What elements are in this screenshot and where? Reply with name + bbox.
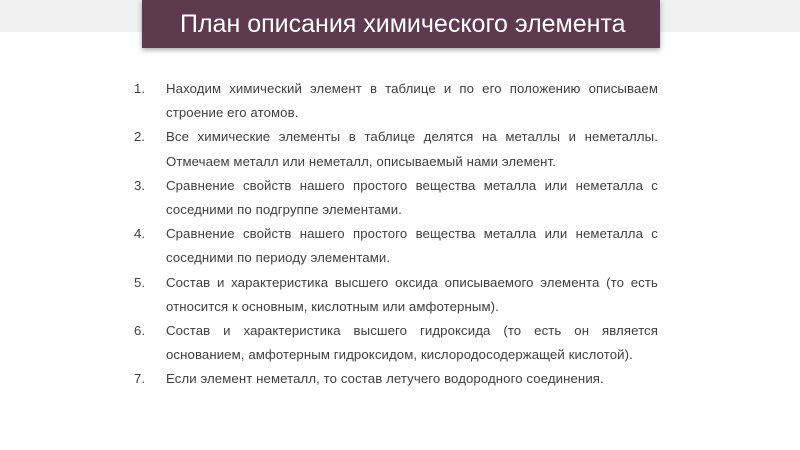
list-item (118, 222, 658, 270)
list-item-number: 1. (134, 81, 146, 96)
list-item (118, 77, 658, 125)
list-item (118, 319, 658, 367)
list-item-number: 3. (134, 177, 146, 193)
list-item-number: 5. (134, 274, 146, 290)
list-item-number: 4. (134, 226, 146, 242)
list-item-number: 7. (134, 371, 146, 387)
list-item (118, 125, 658, 173)
list-item (118, 367, 658, 391)
list-item (118, 271, 658, 319)
element-description-list (118, 77, 658, 392)
list-item-text: Состав и характеристика высшего оксида описываемого элемента (то есть относится к основным, кислотным или амфотерным). (166, 274, 658, 314)
slide-title: План описания химического элемента (180, 10, 626, 38)
list-item-number: 2. (134, 129, 146, 145)
list-item-text: Сравнение свойств нашего простого вещества металла или неметалла с соседними по периоду элементами. (166, 226, 658, 266)
list-item-text: Все химические элементы в таблице делятся на металлы и неметаллы. Отмечаем металл или неметалл, описываемый нами элемент. (166, 129, 658, 169)
list-item-text: Сравнение свойств нашего простого вещества металла или неметалла с соседними по подгруппе элементами. (166, 177, 658, 218)
list-item-text: Если элемент неметалл, то состав летучего водородного соединения. (166, 371, 604, 387)
list-item-text: Находим химический элемент в таблице и по его положению описываем строение его атомов. (166, 81, 658, 121)
list-item (118, 174, 658, 222)
title-box (142, 0, 660, 48)
list-item-number: 6. (134, 323, 146, 339)
list-item-text: Состав и характеристика высшего гидроксида (то есть он является основанием, амфотерным гидроксидом, кислородосодержащей кислотой). (166, 323, 658, 363)
